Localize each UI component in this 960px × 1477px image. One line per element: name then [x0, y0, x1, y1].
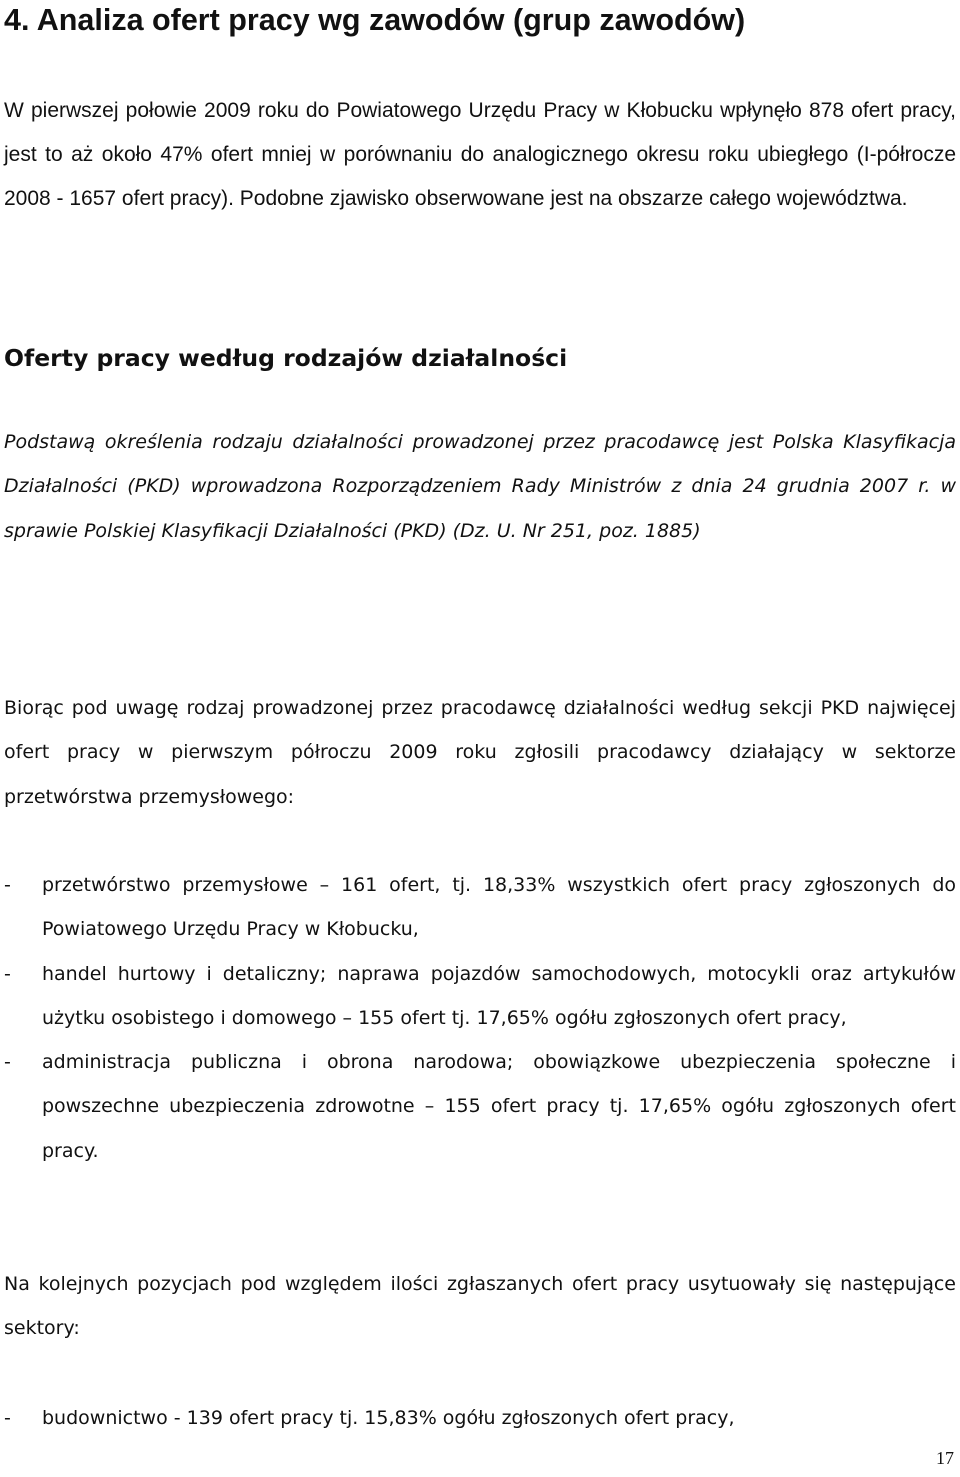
list-dash: - — [4, 962, 11, 985]
top-sectors-list — [0, 863, 956, 1173]
list-item — [0, 863, 956, 952]
list-dash: - — [4, 1407, 11, 1429]
list-dash: - — [4, 874, 11, 896]
list-item-text: przetwórstwo przemysłowe – 161 ofert, tj. 18,33% wszystkich ofert pracy zgłoszonych do Powiatowego Urzędu Pracy w Kłobucku, — [42, 874, 956, 941]
list-item-text: administracja publiczna i obrona narodowa; obowiązkowe ubezpieczenia społeczne i powszechne ubezpieczenia zdrowotne – 155 ofert pracy tj. 17,65% ogółu zgłoszonych ofert pracy. — [42, 1051, 956, 1162]
list-item-text: budownictwo - 139 ofert pracy tj. 15,83% ogółu zgłoszonych ofert pracy, — [42, 1407, 735, 1429]
list-item — [0, 952, 956, 1041]
list-dash: - — [4, 1051, 11, 1074]
section-heading: 4. Analiza ofert pracy wg zawodów (grup zawodów) — [4, 3, 746, 37]
next-sectors-paragraph: Na kolejnych pozycjach pod względem ilości zgłaszanych ofert pracy usytuowały się następujące sektory: — [4, 1273, 956, 1340]
next-sectors-list — [0, 1396, 956, 1440]
analysis-paragraph: Biorąc pod uwagę rodzaj prowadzonej przez pracodawcę działalności według sekcji PKD najwięcej ofert pracy w pierwszym półroczu 2009 roku zgłosili pracodawcy działający w sektorze przetwórstwa przemysłowego: — [4, 697, 956, 808]
page-number: 17 — [936, 1448, 954, 1468]
subsection-heading: Oferty pracy według rodzajów działalności — [4, 344, 568, 372]
intro-paragraph: W pierwszej połowie 2009 roku do Powiatowego Urzędu Pracy w Kłobucku wpłynęło 878 ofert pracy, jest to aż około 47% ofert mniej w porównaniu do analogicznego okresu roku ubiegłego (I-półrocze 2008 - 1657 ofert pracy). Podobne zjawisko obserwowane jest na obszarze całego województwa. — [4, 99, 956, 210]
legal-basis-paragraph: Podstawą określenia rodzaju działalności prowadzonej przez pracodawcę jest Polska Klasyfikacja Działalności (PKD) wprowadzona Rozporządzeniem Rady Ministrów z dnia 24 grudnia 2007 r. w sprawie Polskiej Klasyfikacji Działalności (PKD) (Dz. U. Nr 251, poz. 1885) — [4, 431, 956, 542]
list-item — [0, 1396, 956, 1440]
list-item — [0, 1040, 956, 1173]
list-item-text: handel hurtowy i detaliczny; naprawa pojazdów samochodowych, motocykli oraz artykułów użytku osobistego i domowego – 155 ofert tj. 17,65% ogółu zgłoszonych ofert pracy, — [42, 962, 956, 1029]
